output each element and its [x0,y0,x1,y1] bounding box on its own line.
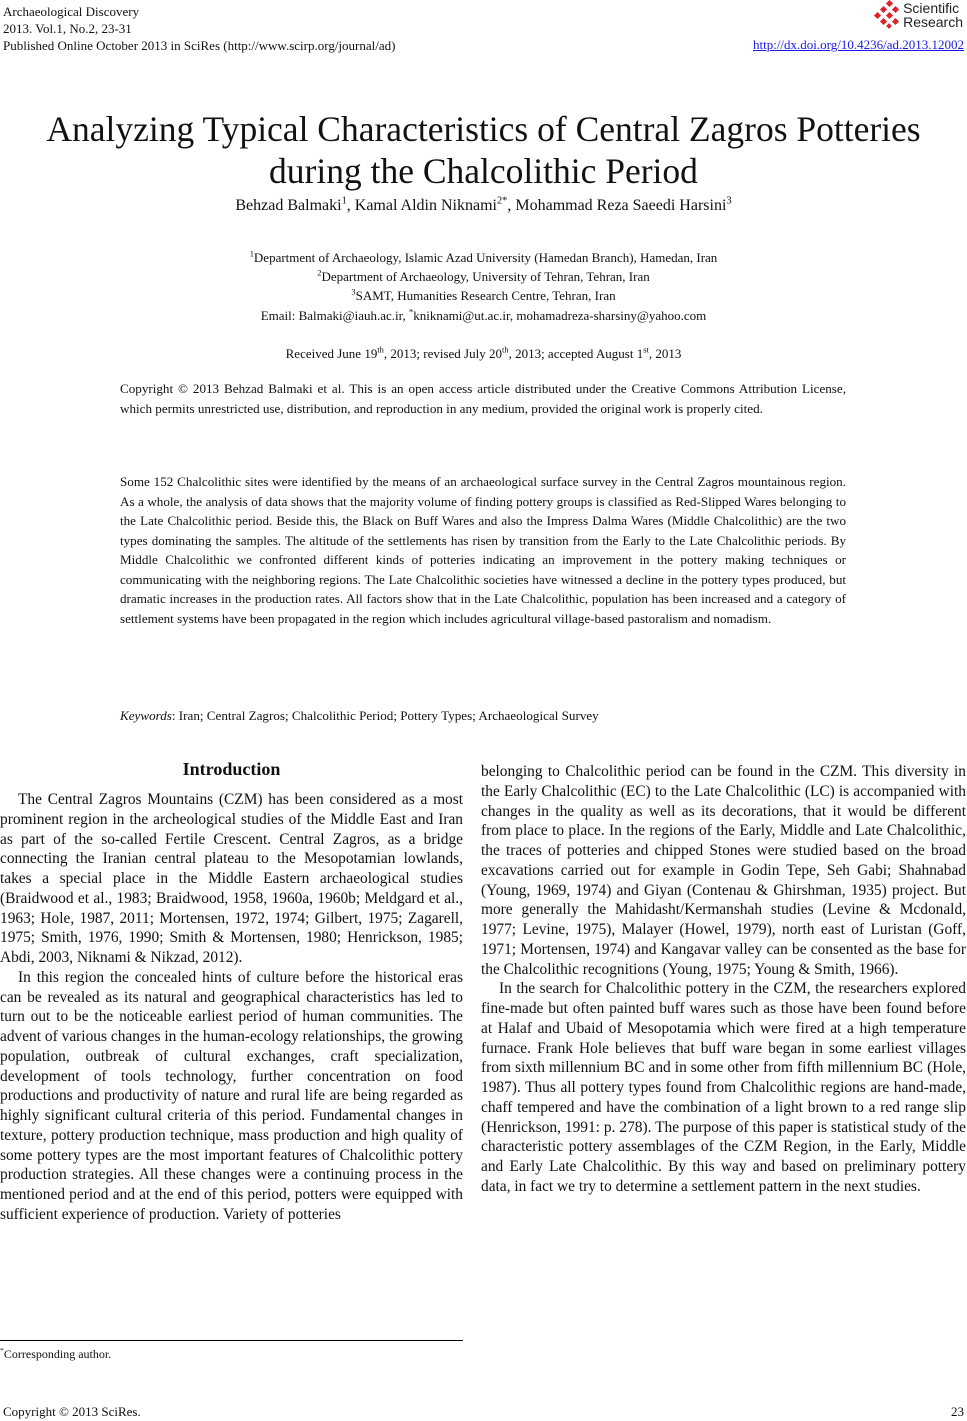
left-column [0,757,463,1225]
author-name: Behzad Balmaki [235,197,342,214]
paragraph: In this region the concealed hints of culture before the historical eras can be revealed as its natural and geographical characteristics has led to turn out to be the noticeable earliest period of human communities. The advent of various changes in the human-ecology relationships, the growing population, outbreak of cultural exchanges, craft specialization, development of tools technology, further concentration on food productions and productivity of nature and rural life are being regarded as highly significant cultural criteria of this period. Fundamental changes in texture, pottery production technique, mass production and high quality of some pottery types are the most important features of Chalcolithic pottery production strategies. All these changes were a continuing process in the mentioned period and at the end of this period, potters were equipped with sufficient experience of production. Variety of potteries [0,968,463,1223]
paragraph: The Central Zagros Mountains (CZM) has been considered as a most prominent region in the archeological studies of the Middle East and Iran as part of the so-called Fertile Crescent. Central Zagros, as a bridge connecting the Iranian central plateau to the Mesopotamian lowlands, takes a special place in the Middle Eastern archaeological studies (Braidwood et al., 1983; Braidwood, 1958, 1960a, 1960b; Meldgard et al., 1963; Hole, 1987, 2011; Mortensen, 1972, 1974; Gilbert, 1975; Zagarell, 1975; Smith, 1976, 1990; Smith & Mortensen, 1980; Henrickson, 1985; Abdi, 2003, Niknami & Nikzad, 2012). [0,791,463,966]
footnote-divider [0,1340,463,1341]
affiliation-3: $^3$SAMT, Humanities Research Centre, Tehran, Iran [351,286,616,303]
email-line: Email: Balmaki@iauh.ac.ir, *kniknami@ut.ac.ir, mohamadreza-sharsiny@yahoo.com [260,306,707,323]
paragraph: belonging to Chalcolithic period can be found in the CZM. This diversity in the Early Chalcolithic (EC) to the Late Chalcolithic (LC) is accompanied with changes in the quality as well as its decorations, that it would be different from place to place. In the regions of the Early, Middle and Late Chalcolithic, the traces of potteries and chipped Stones were studied based on the broad excavations carried out for example in Godin Tepe, Seh Gabi; Shahnabad (Young, 1969, 1974) and Giyan (Contenau & Ghirshman, 1935) project. But more generally the Mahidasht/Kermanshah studies (Levine & Mcdonald, 1977; Levine, 1975), Malayer (Howel, 1979), north east of Luristan (Goff, 1971; Mortensen, 1974) and Kangavar valley can be consented as the base for the Chalcolithic recognitions (Young, 1975; Young & Smith, 1966). [481,763,966,978]
publisher-logo [873,0,963,30]
logo-text-1: Scientific [903,0,960,16]
affiliation-1: $^1$Department of Archaeology, Islamic Azad University (Hamedan Branch), Hamedan, Iran [249,248,718,265]
section-heading: Introduction [182,759,281,779]
received-dates: Received June 19th, 2013; revised July 20th, 2013; accepted August 1st, 2013 [285,344,682,361]
journal-header [3,3,395,54]
affiliation-2: $^2$Department of Archaeology, University of Tehran, Tehran, Iran [317,267,650,284]
abstract: Some 152 Chalcolithic sites were identified by the means of an archaeological surface survey in the Central Zagros mountainous region. As a whole, the analysis of data shows that the majority volume of finding pottery groups is classified as Red-Slipped Wares belonging to the Late Chalcolithic period. Beside this, the Black on Buff Wares and also the Impress Dalma Wares (Middle Chalcolithic) are the two types dominating the samples. The altitude of the settlements has risen by transition from the Early to the Late Chalcolithic periods. By Middle Chalcolithic we confronted different kinds of potteries indicating an improvement in the pottery making techniques or communicating with the neighboring regions. The Late Chalcolithic societies have witnessed a decline in the pottery types produced, but dramatic increases in the production rates. All factors show that in the Late Chalcolithic, population has been increased and a category of settlement systems have been propagated in the region which includes agricultural village-based pastoralism and nomadism. [120,474,846,626]
copyright-notice: Copyright © 2013 Behzad Balmaki et al. This is an open access article distributed under the Creative Commons Attribution License, which permits unrestricted use, distribution, and reproduction in any medium, provided the original work is properly cited. [120,381,846,416]
logo-text-2: Research [903,14,963,30]
published-line: Published Online October 2013 in SciRes (http://www.scirp.org/journal/ad) [3,38,396,53]
authors: Behzad Balmaki$^1$, Kamal Aldin Niknami$^{2*}$, Mohammad Reza Saeedi Harsini$^3$ [235,195,732,214]
journal-name: Archaeological Discovery [3,4,140,19]
right-column [481,762,966,1197]
doi-link[interactable]: http://dx.doi.org/10.4236/ad.2013.12002 [752,37,964,52]
title-line-2: during the Chalcolithic Period [269,151,698,191]
diamond-logo-icon [873,0,903,30]
keywords: Keywords: Iran; Central Zagros; Chalcolithic Period; Pottery Types; Archaeological Survey [120,708,599,723]
journal-volume: 2013. Vol.1, No.2, 23-31 [3,21,132,36]
footer-copyright: Copyright © 2013 SciRes. [3,1404,141,1419]
title-line-1: Analyzing Typical Characteristics of Central Zagros Potteries [46,109,921,149]
footnote: *Corresponding author. [0,1346,112,1361]
page-number: 23 [951,1404,964,1419]
paper-title [0,108,967,192]
author-name: Mohammad Reza Saeedi Harsini [515,197,727,214]
author-name: Kamal Aldin Niknami [354,197,497,214]
paragraph: In the search for Chalcolithic pottery in the CZM, the researchers explored fine-made but often painted buff wares such as those have been found before at Halaf and Ubaid of Mesopotamia which were fired at a high temperature furnace. Frank Hole believes that buff ware began in some earliest villages from sixth millennium BC and in some other from fifth millennium BC (Hole, 1987). Thus all pottery types found from Chalcolithic regions are hand-made, chaff tempered and have the combination of a light brown to a red range slip (Henrickson, 1991: p. 278). The purpose of this paper is statistical study of the characteristic pottery assemblages of the CZM Region, in the Early, Middle and Early Late Chalcolithic. By this way and based on preliminary pottery data, in fact we try to determine a settlement pattern in the next studies. [481,980,966,1195]
